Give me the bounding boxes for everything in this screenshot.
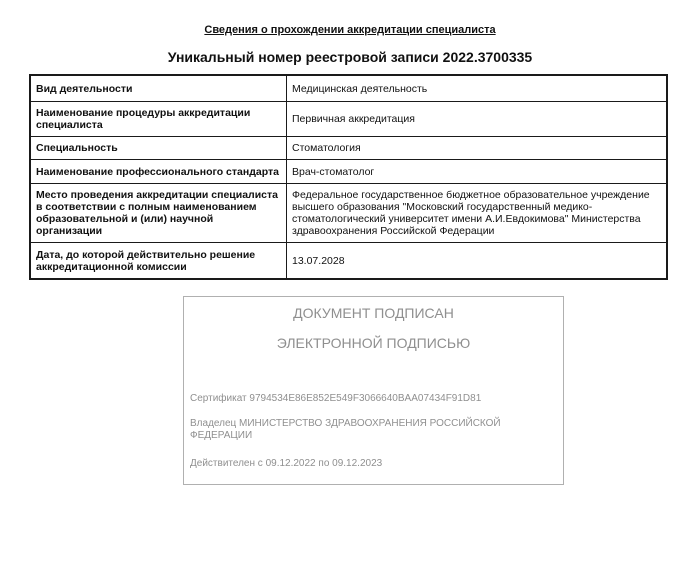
- stamp-owner: Владелец МИНИСТЕРСТВО ЗДРАВООХРАНЕНИЯ РОССИЙСКОЙ ФЕДЕРАЦИИ: [190, 418, 501, 441]
- row-value-activity: Медицинская деятельность: [287, 75, 668, 102]
- stamp-certificate: Сертификат 9794534E86E852E549F3066640BAA07434F91D81: [190, 393, 482, 404]
- row-value-specialty: Стоматология: [287, 137, 668, 160]
- table-row: [30, 102, 667, 137]
- stamp-line-signed: ДОКУМЕНТ ПОДПИСАН: [293, 305, 454, 321]
- row-label-activity: Вид деятельности: [30, 75, 287, 102]
- electronic-signature-stamp: [183, 296, 564, 485]
- row-value-place: Федеральное государственное бюджетное образовательное учреждение высшего образования "Московский государственный медико-стоматологический университет имени А.И.Евдокимова" Министерства здравоохранения Российской Федерации: [287, 184, 668, 243]
- row-label-place: Место проведения аккредитации специалиста в соответствии с полным наименованием образовательной и (или) научной организации: [30, 184, 287, 243]
- stamp-validity: Действителен с 09.12.2022 по 09.12.2023: [190, 458, 383, 469]
- table-row: [30, 160, 667, 184]
- row-value-valid-until: 13.07.2028: [287, 243, 668, 280]
- accreditation-table: [29, 74, 668, 280]
- row-value-procedure: Первичная аккредитация: [287, 102, 668, 137]
- table-row: [30, 137, 667, 160]
- table-row: [30, 184, 667, 243]
- row-value-standard: Врач-стоматолог: [287, 160, 668, 184]
- document-title: Сведения о прохождении аккредитации специалиста: [204, 24, 496, 36]
- stamp-line-electronic: ЭЛЕКТРОННОЙ ПОДПИСЬЮ: [276, 335, 471, 351]
- table-row: [30, 243, 667, 280]
- row-label-standard: Наименование профессионального стандарта: [30, 160, 287, 184]
- row-label-procedure: Наименование процедуры аккредитации специалиста: [30, 102, 287, 137]
- registry-number: Уникальный номер реестровой записи 2022.3700335: [167, 49, 533, 65]
- row-label-valid-until: Дата, до которой действительно решение аккредитационной комиссии: [30, 243, 287, 280]
- table-row: [30, 75, 667, 102]
- row-label-specialty: Специальность: [30, 137, 287, 160]
